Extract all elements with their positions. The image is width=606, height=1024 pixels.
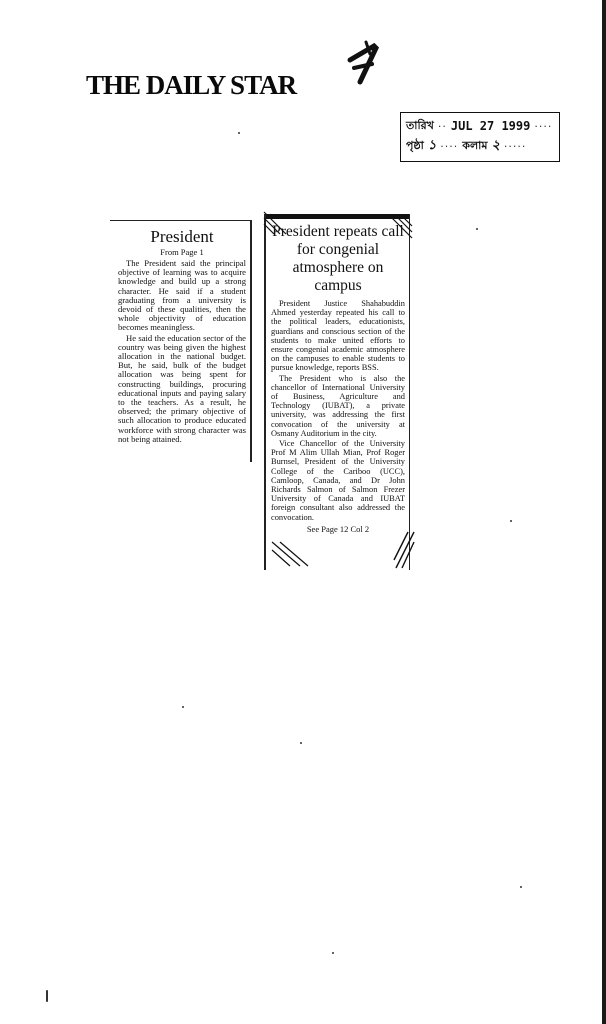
print-speck [510,520,512,522]
stamp-date-label: তারিখ [406,118,434,132]
stamp-dots: ····· [503,139,527,153]
clipping-body [118,259,246,444]
handwritten-number-mark [346,38,382,86]
clipping-title: President [150,227,214,246]
clipping-corner-hatch [388,214,414,240]
stamp-column-value: ২ [491,137,500,153]
clipping-paragraph: He said the education sector of the country was being given the highest allocation in the national budget. But, he said, bulk of the budget allocation was being spent for constructing buildings, procuring educational inputs and paying salary to the teachers. As a result, he observed; the primary objective of such allocation to produce educated workforce with strong character was not being attained. [118,332,246,444]
newspaper-masthead: THE DAILY STAR [86,70,297,100]
clipping-corner-hatch [262,210,288,236]
stamp-date-row [406,116,554,136]
article-paragraph: The President who is also the chancellor of International University of Business, Agriculture and Technology (IUBAT), a private university, was addressing the first convocation of the university at Osmany Auditorium in the city. [271,373,405,438]
stamp-page-row [406,136,554,156]
article-paragraph: President Justice Shahabuddin Ahmed yesterday repeated his call to the political leaders, educationists, guardians and conscious section of the students to make united efforts to ensure congenial academic atmosphere on the campuses to enable students to pursue knowledge, reports BSS. [271,299,405,373]
article-headline: President repeats call for congenial atmosphere on campus [272,223,404,294]
article-body [271,299,405,522]
clipping-corner-hatch [392,530,416,570]
from-page-line: From Page 1 [160,247,204,257]
stamp-date-value: JUL 27 1999 [450,119,531,133]
stamp-dots: ···· [534,119,553,133]
print-speck [238,132,240,134]
article-paragraph: Vice Chancellor of the University Prof M Alim Ullah Mian, Prof Roger Burnsel, President of the University College of the Cariboo (UCC), Camloop, Canada, and Dr John Richards Salmon of Salmon Frezer University of Canada and IUBAT foreign consultant also addressed the convocation. [271,439,405,522]
continued-reference: See Page 12 Col 2 [306,523,370,534]
print-speck [476,228,478,230]
stamp-column-label: কলাম [462,138,488,152]
stamp-dots: ·· [437,119,447,133]
news-clipping-continuation [110,220,252,462]
print-speck [46,990,48,1002]
clipping-corner-hatch [270,540,310,568]
print-speck [300,742,302,744]
stamp-dots: ···· [440,139,459,153]
print-speck [520,886,522,888]
stamp-page-value: ১ [427,137,437,153]
page-edge-shadow [602,0,606,1024]
clipping-paragraph: The President said the principal objective of learning was to acquire knowledge and build up a strong character. He said if a student graduating from a university is devoid of these qualities, then the whole objectivity of education becomes meaningless. [118,258,246,333]
news-clipping-main [264,214,410,570]
print-speck [182,706,184,708]
stamp-page-label: পৃষ্ঠা [406,138,424,152]
archive-date-stamp [400,112,560,162]
print-speck [332,952,334,954]
